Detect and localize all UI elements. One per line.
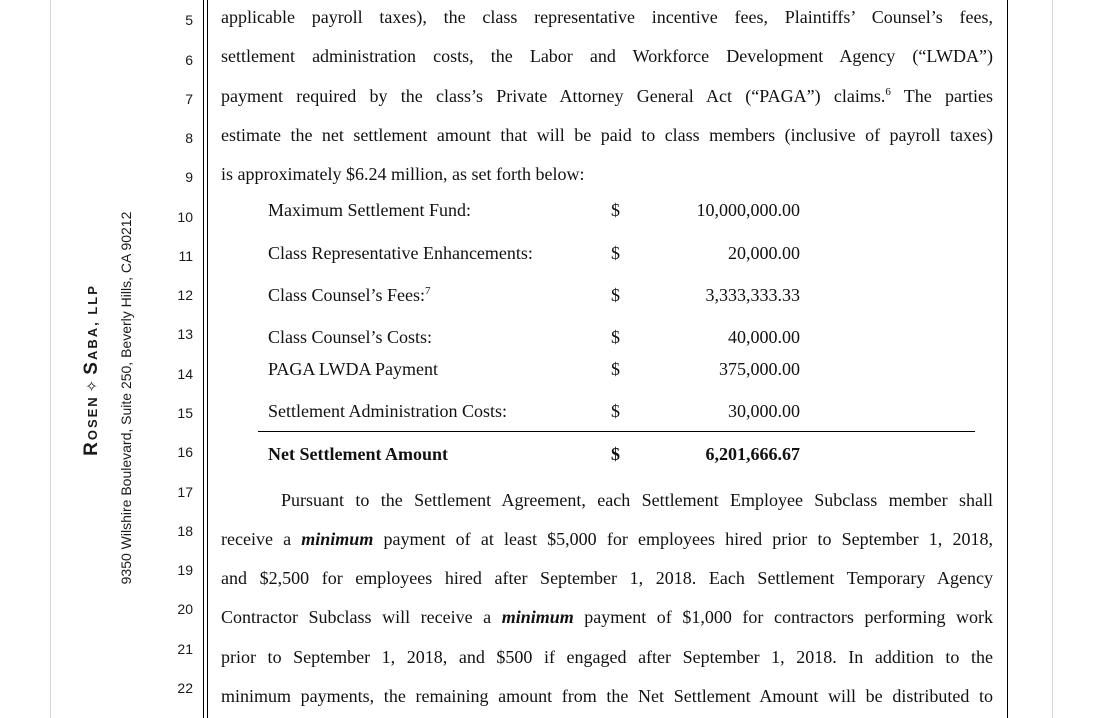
body-line-20: Contractor Subclass will receive a minimum payment of $1,000 for contractors performing work [221, 607, 993, 627]
body-line-5: applicable payroll taxes), the class representative incentive fees, Plaintiffs’ Counsel’s fees, [221, 7, 993, 27]
line-number: 12 [177, 287, 193, 303]
page-border-left [50, 0, 51, 718]
line-number: 20 [177, 601, 193, 617]
row-currency: $ [611, 285, 620, 305]
table-total-rule [258, 431, 975, 432]
body-line-18: receive a minimum payment of at least $5,000 for employees hired prior to September 1, 2018, [221, 529, 993, 549]
table-row [268, 200, 808, 222]
line-number: 19 [177, 562, 193, 578]
body-line-21: prior to September 1, 2018, and $500 if engaged after September 1, 2018. In addition to the [221, 647, 993, 667]
line-number: 7 [185, 91, 193, 107]
line-number: 18 [177, 523, 193, 539]
body-line-7: payment required by the class’s Private Attorney General Act (“PAGA”) claims.$^6$ The parties [221, 86, 993, 106]
margin-rule-left-outer [203, 0, 204, 718]
line-number: 17 [177, 484, 193, 500]
line-number: 14 [177, 366, 193, 382]
row-currency: $ [611, 243, 620, 263]
emphasis: minimum [501, 607, 574, 627]
line-number: 11 [178, 248, 193, 264]
row-amount: 10,000,000.00 [696, 200, 800, 220]
body-line-22: minimum payments, the remaining amount from the Net Settlement Amount will be distributed to [221, 686, 993, 706]
line-number: 22 [177, 680, 193, 696]
total-label: Net Settlement Amount [268, 444, 448, 464]
line-number: 21 [177, 641, 193, 657]
total-currency: $ [611, 444, 620, 464]
body-line-19: and $2,500 for employees hired after September 1, 2018. Each Settlement Temporary Agency [221, 568, 993, 588]
firm-address: 9350 Wilshire Boulevard, Suite 250, Beverly Hills, CA 90212 [118, 211, 134, 585]
row-amount: 20,000.00 [728, 243, 800, 263]
row-amount: 30,000.00 [728, 401, 800, 421]
row-label: Class Representative Enhancements: [268, 243, 533, 263]
row-label: Maximum Settlement Fund: [268, 200, 471, 220]
table-row [268, 401, 808, 423]
line-number: 9 [185, 169, 193, 185]
row-amount: 375,000.00 [719, 359, 800, 379]
row-currency: $ [611, 359, 620, 379]
table-row [268, 285, 808, 307]
row-currency: $ [611, 200, 620, 220]
table-row [268, 359, 808, 381]
diamond-icon: ✧ [84, 377, 101, 393]
row-label: Class Counsel’s Costs: [268, 327, 433, 347]
row-currency: $ [611, 327, 620, 347]
line-number: 13 [177, 326, 193, 342]
margin-rule-left-inner [207, 0, 208, 718]
total-amount: 6,201,666.67 [705, 444, 800, 464]
line-number: 15 [177, 405, 193, 421]
table-total-row [268, 444, 808, 466]
body-line-17: Pursuant to the Settlement Agreement, each Settlement Employee Subclass member shall [281, 490, 993, 510]
row-amount: 3,333,333.33 [705, 285, 800, 305]
table-row [268, 327, 808, 349]
body-line-8: estimate the net settlement amount that will be paid to class members (inclusive of payroll taxes) [221, 125, 993, 145]
row-label: Class Counsel’s Fees:$^7$ [268, 285, 431, 305]
footnote-ref: 6 [885, 86, 891, 98]
line-number: 6 [185, 52, 193, 68]
row-label: PAGA LWDA Payment [268, 359, 439, 379]
table-row [268, 243, 808, 265]
line-number: 8 [185, 130, 193, 146]
line-number: 16 [177, 444, 193, 460]
body-line-6: settlement administration costs, the Labor and Workforce Development Agency (“LWDA”) [221, 46, 993, 66]
row-amount: 40,000.00 [728, 327, 800, 347]
emphasis: minimum [301, 529, 374, 549]
firm-name: ROSEN✧SABA, LLP [81, 284, 102, 456]
row-label: Settlement Administration Costs: [268, 401, 508, 421]
page-border-right [1052, 0, 1053, 718]
line-number: 5 [185, 12, 193, 28]
footnote-ref: 7 [425, 285, 431, 297]
line-number: 10 [177, 209, 193, 225]
row-currency: $ [611, 401, 620, 421]
margin-rule-right [1007, 0, 1008, 718]
body-line-9: is approximately $6.24 million, as set forth below: [221, 164, 585, 184]
